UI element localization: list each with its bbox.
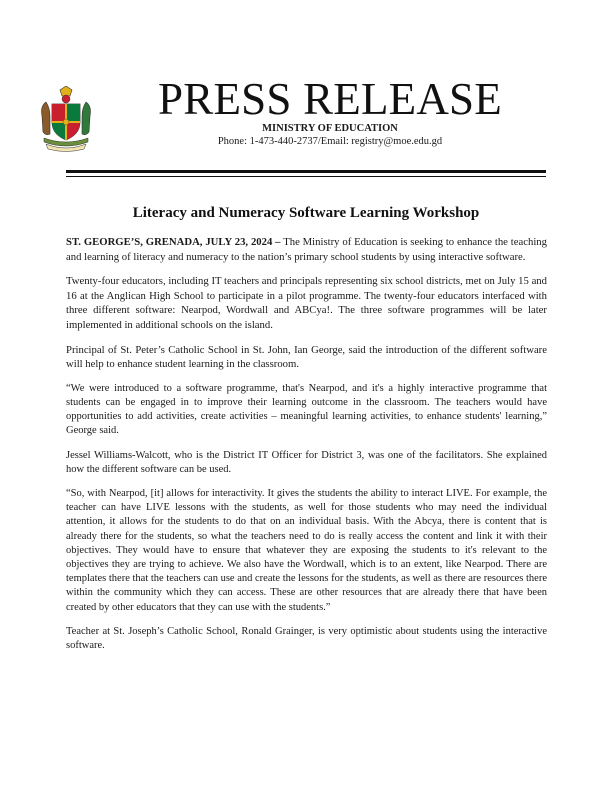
paragraph-1-text: The Ministry of Education is seeking to enhance the teaching and learning of literacy and numeracy to the nation’s primary school students by using interactive software.: [66, 236, 547, 263]
paragraph-facilitator: Jessel Williams-Walcott, who is the District IT Officer for District 3, was one of the facilitators. She explained how the different software can be used.: [66, 449, 547, 475]
ministry-name: MINISTRY OF EDUCATION: [262, 123, 398, 134]
quote-george: “We were introduced to a software programme, that's Nearpod, and it's a highly interactive programme that students can be engaged in to improve their learning outcome in the classroom. The teachers would have opportunities to add activities, create activities – meaningful learning activities, to enhance students' learning,” George said.: [66, 382, 547, 437]
paragraph-1: [66, 235, 547, 264]
article-headline: Literacy and Numeracy Software Learning Workshop: [132, 205, 480, 221]
paragraph-2: Twenty-four educators, including IT teachers and principals representing six school districts, met on July 15 and 16 at the Anglican High School to participate in a pilot programme. The twenty-four educators interfaced with three different software: Nearpod, Wordwall and ABCya!. The three software programmes will be later implemented in additional schools on the island.: [66, 275, 547, 331]
grenada-coat-of-arms-icon: [38, 86, 94, 154]
article-body: [66, 235, 547, 663]
dateline: ST. GEORGE’S, GRENADA, JULY 23, 2024 –: [66, 236, 281, 248]
paragraph-3: Principal of St. Peter’s Catholic School in St. John, Ian George, said the introduction of the different software will help to enhance student learning in the classroom.: [66, 343, 547, 371]
header-divider-thick: [66, 170, 546, 173]
page-title: PRESS RELEASE: [158, 74, 502, 124]
masthead: [140, 76, 520, 148]
quote-williams-walcott: “So, with Nearpod, [it] allows for interactivity. It gives the students the ability to interact LIVE. For example, the teacher can have LIVE lessons with the students, as well for those students who may need the individual attention, it allows for the students to do that on an individual basis. With the Abcya, there is content that is already there for the students, so what the teachers need to do is really access the content and link it with their objectives. They would have to ensure that whatever they are exposing the students to it's relevant to the objectives they are trying to achieve. We also have the Wordwall, which is to an extent, like Nearpod. There are templates there that the teachers can use and create the lessons for the students, as well as there are resources there within the community which they can access. These are other resources that are already there that have been created by other educators that they can use with the students.”: [66, 487, 547, 613]
header-divider-thin: [66, 176, 546, 177]
contact-line: Phone: 1-473-440-2737/Email: registry@moe.edu.gd: [217, 136, 443, 147]
paragraph-grainger: Teacher at St. Joseph’s Catholic School, Ronald Grainger, is very optimistic about students using the interactive software.: [66, 625, 547, 651]
